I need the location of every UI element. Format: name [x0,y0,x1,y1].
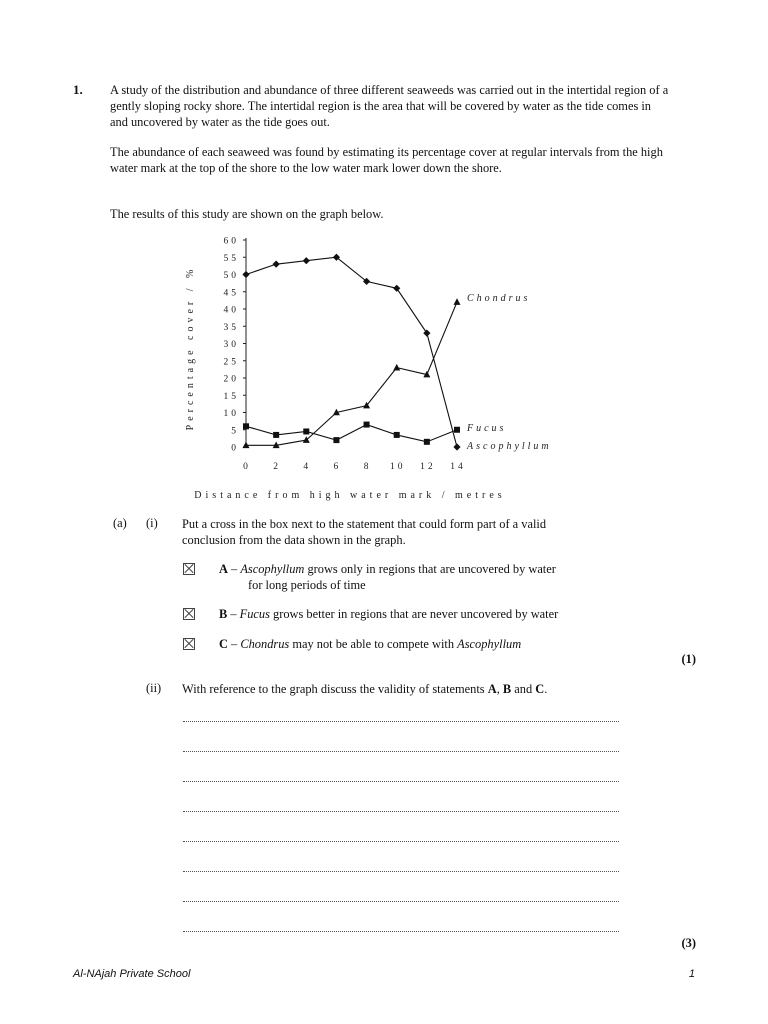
option-b-letter: B [219,607,228,621]
fucus-point [454,427,460,433]
fucus-point [333,437,339,443]
y-tick-label: 10 [223,409,239,419]
instruction-line-1: Put a cross in the box next to the statement that could form part of a valid [182,517,547,531]
option-a-species: Ascophyllum [240,562,305,576]
fucus-point [243,423,249,429]
part-ii-letter-b: B [502,682,512,696]
chondrus-label: Chondrus [467,293,531,304]
y-tick-labels [224,237,247,454]
x-tick-labels [243,462,466,472]
x-tick-label: 4 [303,462,312,472]
y-tick-label: 45 [223,288,239,299]
part-ii-sep-1: , [496,682,503,696]
option-c-letter: C [219,637,228,651]
option-b-dash: – [227,607,240,621]
fucus-point [364,422,370,428]
x-tick-label: 2 [273,462,282,472]
ascophyllum-point [453,443,460,450]
answer-line-2[interactable] [183,750,619,752]
option-a-dash: – [227,562,241,576]
part-ii-prefix: With reference to the graph discuss the validity of statements [182,682,488,696]
x-tick-label: 10 [389,462,406,472]
option-c-rest: may not be able to compete with [289,637,458,651]
y-tick-label: 15 [223,391,239,402]
fucus-label: Fucus [467,423,507,434]
y-tick-label: 50 [223,271,239,281]
answer-line-3[interactable] [183,780,619,782]
answer-line-4[interactable] [183,810,619,812]
option-a-rest: grows only in regions that are uncovered by water [304,562,556,576]
ascophyllum-line [246,257,457,447]
y-tick-label: 5 [231,426,239,437]
series-labels [466,293,552,452]
part-ii-end: . [544,682,548,696]
ascophyllum-point [423,330,430,337]
option-a-text [219,561,556,577]
part-a-label: (a) [113,516,127,530]
fucus-point [424,439,430,445]
x-tick-label: 6 [333,462,342,472]
seaweed-cover-chart [180,228,560,508]
chondrus-point [454,298,461,305]
footer-page-number: 1 [688,968,695,980]
instruction-line-2: conclusion from the data shown in the graph. [182,533,406,547]
x-tick-label: 14 [450,462,466,472]
intro-paragraph: A study of the distribution and abundance of three different seaweeds was carried out in the intertidal region of a gently sloping rocky shore. The intertidal region is the area that will be covered by water as the tide comes in and uncovered by water as the tide goes out. [110,83,669,129]
ascophyllum-label: Ascophyllum [467,441,552,452]
fucus-point [394,432,400,438]
y-tick-label: 40 [223,305,239,316]
ascophyllum-point [242,271,249,278]
question-number: 1. [73,82,83,97]
option-c-text [219,636,521,652]
chondrus-point [393,364,400,371]
part-ii-letter-a: A [487,682,497,696]
y-tick-label: 55 [223,253,239,264]
ascophyllum-point [303,257,310,264]
y-tick-label: 35 [223,322,239,333]
chart-series [242,254,460,451]
ascophyllum-point [273,261,280,268]
y-tick-label: 60 [223,236,239,247]
ascophyllum-point [393,285,400,292]
option-b-species: Fucus [239,607,270,621]
option-a-letter: A [219,562,228,576]
fucus-point [303,428,309,434]
footer-school-name: Al-NAjah Private School [73,968,191,980]
part-ii-sep-2: and [511,682,536,696]
answer-line-6[interactable] [183,870,619,872]
option-c-species-2: Ascophyllum [457,637,522,651]
option-c-species: Chondrus [240,637,290,651]
answer-line-5[interactable] [183,840,619,842]
y-tick-label: 0 [231,443,239,454]
part-a-i-label: (i) [146,516,158,530]
answer-line-8[interactable] [183,930,619,932]
method-paragraph: The abundance of each seaweed was found by estimating its percentage cover at regular intervals from the high water mark at the top of the shore to the low water mark lower down the shore. [110,145,663,175]
fucus-point [273,432,279,438]
marks-part-ii: (3) [681,936,696,950]
x-tick-label: 12 [420,462,436,472]
y-tick-label: 20 [223,374,239,385]
option-b-text [219,606,558,622]
option-c-dash: – [227,637,241,651]
marks-part-i: (1) [681,652,696,666]
answer-line-1[interactable] [183,720,619,722]
results-paragraph: The results of this study are shown on the graph below. [110,207,384,221]
x-tick-label: 0 [243,462,251,472]
option-b-rest: grows better in regions that are never uncovered by water [269,607,559,621]
checkbox-option-a[interactable] [183,563,195,575]
checkbox-option-c[interactable] [183,638,195,650]
part-ii-question [182,681,547,697]
answer-line-7[interactable] [183,900,619,902]
x-tick-label: 8 [363,462,372,472]
x-axis-label: Distance from high water mark / metres [194,490,506,501]
y-tick-label: 25 [223,357,239,368]
checkbox-option-b[interactable] [183,608,195,620]
y-axis-label: Percentage cover / % [185,265,196,431]
option-a-text-line-2: for long periods of time [248,578,366,592]
y-tick-label: 30 [223,340,239,350]
part-a-ii-label: (ii) [146,681,162,695]
part-ii-letter-c: C [535,682,545,696]
